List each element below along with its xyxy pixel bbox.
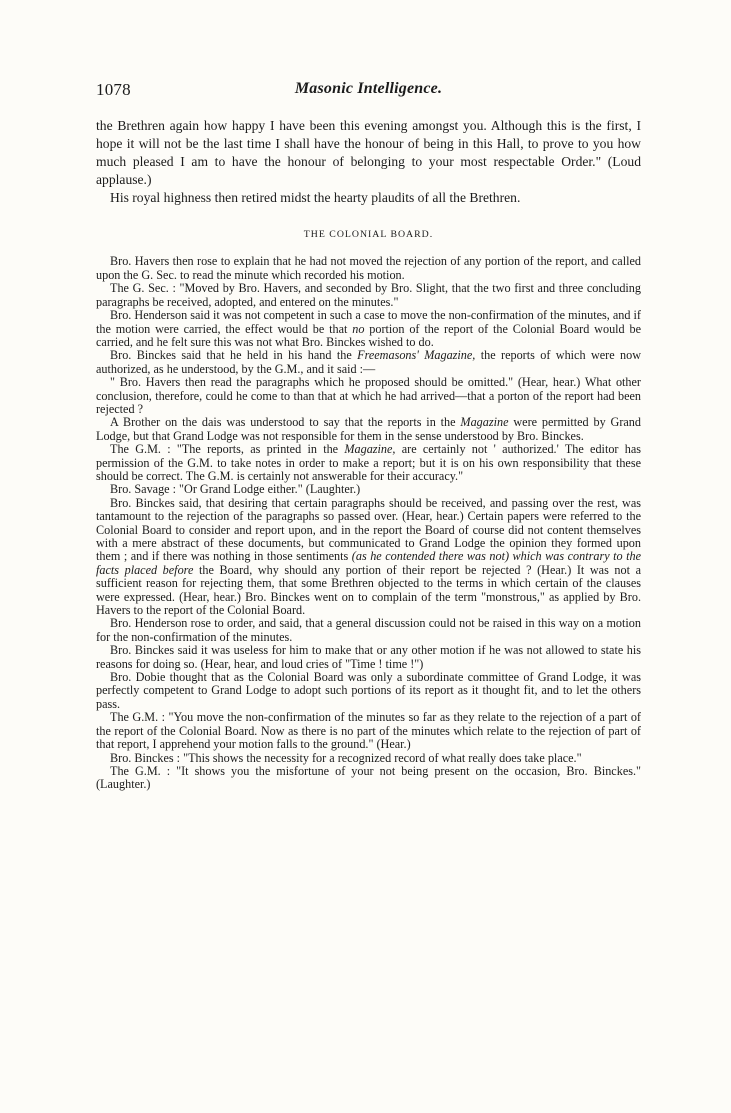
text-run: were permitted by Grand Lodge, but that Grand Lodge was not responsible for them in the sense understood by Bro. Binckes. <box>96 415 641 443</box>
article-body <box>96 117 641 792</box>
paragraph <box>96 443 641 483</box>
paragraph: The G.M. : "It shows you the misfortune of your not being present on the occasion, Bro. Binckes." (Laughter.) <box>96 763 641 792</box>
italic-run: no <box>352 321 365 336</box>
paragraph: The G. Sec. : "Moved by Bro. Havers, and seconded by Bro. Slight, that the two first and three concluding paragraphs be received, adopted, and entered on the minutes." <box>96 281 641 309</box>
text-run: portion of the report of the Colonial Board would be carried, and he felt sure this was not what Bro. Binckes wished to do. <box>96 321 641 349</box>
italic-run: Freemasons' Magazine, <box>357 348 476 363</box>
paragraph: Bro. Havers then rose to explain that he had not moved the rejection of any portion of the report, and called upon the G. Sec. to read the minute which recorded his motion. <box>96 254 641 282</box>
page-number: 1078 <box>96 80 131 99</box>
text-run: are certainly not ' authorized.' The editor has permission of the G.M. to take notes in order to make a report; but it is on his own responsibility that these should be correct. The G.M. is certainly not answerable for their accuracy." <box>96 442 642 483</box>
text-run: the reports of which were now authorized, as he understood, by the G.M., and it said :— <box>96 348 642 376</box>
opening-text <box>96 117 641 207</box>
page-header <box>96 80 641 100</box>
text-run: A Brother on the dais was understood to say that the reports in the <box>110 415 461 430</box>
paragraph: " Bro. Havers then read the paragraphs which he proposed should be omitted." (Hear, hear.) What other conclusion, therefore, could he come to than that at which he had arrived—that a porton of the report had been rejected ? <box>96 375 641 416</box>
italic-run: Magazine, <box>344 442 396 457</box>
paragraph: Bro. Binckes : "This shows the necessity for a recognized record of what really does take place." <box>110 750 582 765</box>
italic-run: (as he contended there was not) which was contrary to the facts placed before <box>96 549 641 577</box>
opening-paragraph-continued: the Brethren again how happy I have been this evening amongst you. Although this is the first, I hope it will not be the last time I shall have the honour of being in this Hall, to prove to you how much pleased I am to have the honour of belonging to your most respectable Order." (Loud applause.) <box>96 118 641 188</box>
paragraph: Bro. Binckes said it was useless for him to make that or any other motion if he was not allowed to state his reasons for doing so. (Hear, hear, and loud cries of "Time ! time !") <box>96 643 641 671</box>
text-run: Bro. Binckes said, that desiring that certain paragraphs should be received, and passing over the rest, was tantamount to the rejection of the paragraphs so passed over. (Hear, hear.) Certain papers were referred to the Colonial Board to consider and report upon, and in the report the Board of course did not content themselves with a mere abstract of these documents, but communicated to Grand Lodge the opinion they formed upon them ; and if there was nothing in those sentiments <box>96 495 641 564</box>
text-run: Bro. Henderson said it was not competent in such a case to move the non-confirmation of the minutes, and if the motion were carried, the effect would be that <box>96 308 641 336</box>
running-head: Masonic Intelligence. <box>294 80 443 97</box>
paragraph <box>96 497 641 618</box>
text-run: The G.M. : "The reports, as printed in the <box>110 442 345 457</box>
opening-paragraph-closing: His royal highness then retired midst the hearty plaudits of all the Brethren. <box>110 190 521 206</box>
paragraph: The G.M. : "You move the non-confirmation of the minutes so far as they relate to the rejection of a part of the report of the Colonial Board. Now as there is no part of the minutes which relate to the rejection of part of that report, I apprehend your motion falls to the ground." (Hear.) <box>96 710 641 752</box>
section-text <box>96 255 641 791</box>
paragraph: Bro. Dobie thought that as the Colonial Board was only a subordinate committee of Grand Lodge, it was perfectly competent to Grand Lodge to adopt such portions of its report as it thought fit, and to let the others pass. <box>96 670 641 711</box>
text-run: Bro. Binckes said that he held in his hand the <box>110 348 358 363</box>
text-run: the Board, why should any portion of their report be rejected ? (Hear.) It was not a sufficient reason for rejecting them, that some Brethren objected to the terms in which certain of the clauses were expressed. (Hear, hear.) Bro. Binckes went on to complain of the term "monstrous," as applied by Bro. Havers to the report of the Colonial Board. <box>96 562 641 618</box>
paragraph <box>96 349 641 376</box>
paragraph <box>96 309 641 349</box>
section-heading: THE COLONIAL BOARD. <box>303 229 434 241</box>
paragraph: Bro. Savage : "Or Grand Lodge either." (Laughter.) <box>110 482 361 497</box>
paragraph: Bro. Henderson rose to order, and said, that a general discussion could not be raised in this way on a motion for the non-confirmation of the minutes. <box>96 616 641 644</box>
italic-run: Magazine <box>460 415 509 430</box>
paragraph <box>96 416 641 443</box>
